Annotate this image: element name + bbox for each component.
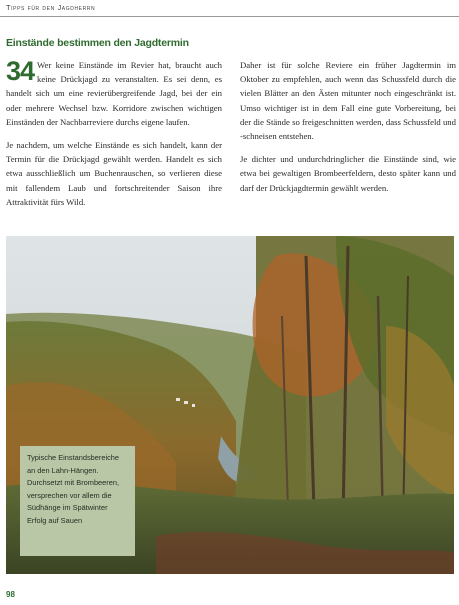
right-column <box>240 58 456 204</box>
paragraph-1 <box>6 58 222 129</box>
paragraph-3: Daher ist für solche Reviere ein früher Jagdtermin im Oktober zu empfehlen, auch wenn das Schussfeld durch die vielen Blätter an den Ästen mitunter noch eingeschränkt ist. Umso wichtiger ist in dem Fall eine gute Vorbereitung, bei der die Stände so freigeschnitten werden, dass Schussfeld und -schneisen entstehen. <box>240 60 456 142</box>
paragraph-1-text: Wer keine Einstände im Revier hat, braucht auch keine Drückjagd zu veranstalten. Es sei denn, es handelt sich um eine revierübergreifende Jagd, bei der ein oder mehrere Wechsel bzw. Korridore zwischen wichtigen Einständen der Nachbarreviere durchs eigene laufen. <box>6 60 222 127</box>
paragraph-4: Je dichter und undurchdringlicher die Einstände sind, wie etwa bei gewaltigen Brombeerfeldern, desto später kann und darf der Drückjagdtermin gewählt werden. <box>240 154 456 193</box>
photo-caption: Typische Einstandsbereiche an den Lahn-Hängen. Durchsetzt mit Brombeeren, versprechen vor allem die Südhänge im Spätwinter Erfolg auf Sauen <box>20 446 135 556</box>
tip-number: 34 <box>6 56 35 86</box>
section-title: Einstände bestimmen den Jagdtermin <box>6 37 189 49</box>
house <box>184 401 188 404</box>
paragraph-2: Je nachdem, um welche Einstände es sich handelt, kann der Termin für die Drückjagd gewählt werden. Handelt es sich etwa ausschließlich um Buchenrauschen, so verlieren diese mit fallendem Laub und fortschreitender Saison ihre Attraktivität fürs Wild. <box>6 140 222 207</box>
page-number: 98 <box>6 590 15 599</box>
house <box>192 404 195 407</box>
house <box>176 398 180 401</box>
header-rule <box>0 16 459 17</box>
left-column <box>6 58 222 218</box>
running-head: Tipps für den Jagdherrn <box>6 3 96 12</box>
